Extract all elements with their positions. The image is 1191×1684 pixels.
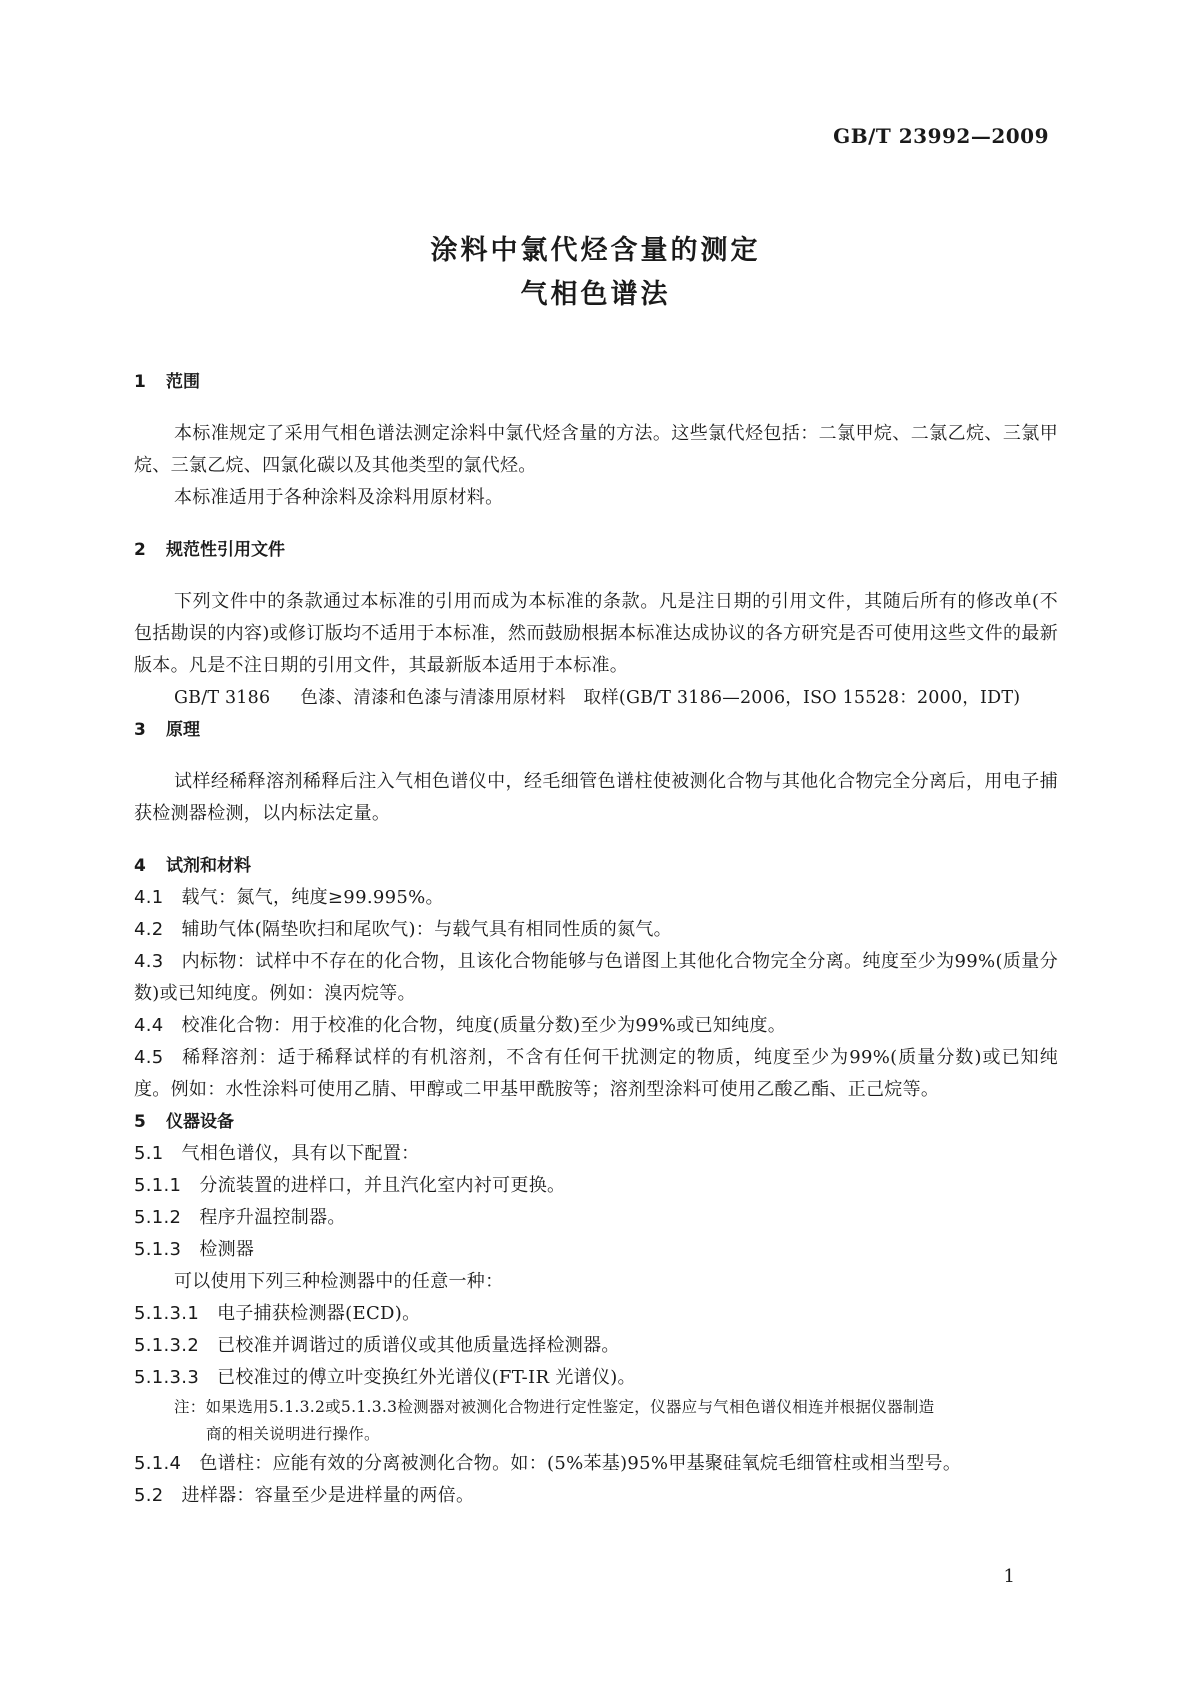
clause-5-1-3	[134, 1234, 1058, 1266]
document-body	[134, 366, 1058, 1512]
clause-number: 5.1.3	[134, 1239, 182, 1260]
clause-number: 5.1.2	[134, 1207, 182, 1228]
clause-text: 已校准并调谐过的质谱仪或其他质量选择检测器。	[217, 1335, 620, 1356]
clause-text: 程序升温控制器。	[199, 1207, 346, 1228]
section-title: 规范性引用文件	[166, 540, 285, 560]
clause-5-1	[134, 1138, 1058, 1170]
section-number: 4	[134, 856, 146, 876]
clause-number: 5.1.3.3	[134, 1367, 200, 1388]
section-title: 试剂和材料	[166, 856, 251, 876]
section-number: 2	[134, 540, 146, 560]
document-title: 涂料中氯代烃含量的测定	[430, 235, 761, 266]
clause-text: 载气：氮气，纯度≥99.995%。	[181, 887, 444, 908]
clause-text: 分流装置的进样口，并且汽化室内衬可更换。	[199, 1175, 566, 1196]
clause-number: 5.1.4	[134, 1453, 182, 1474]
clause-number: 4.3	[134, 951, 164, 972]
normative-references-paragraph: 下列文件中的条款通过本标准的引用而成为本标准的条款。凡是注日期的引用文件，其随后所有的修改单(不包括勘误的内容)或修订版均不适用于本标准，然而鼓励根据本标准达成协议的各方研究是否可使用这些文件的最新版本。凡是不注日期的引用文件，其最新版本适用于本标准。	[134, 591, 1058, 676]
clause-text: 稀释溶剂：适于稀释试样的有机溶剂，不含有任何干扰测定的物质，纯度至少为99%(质量分数)或已知纯度。例如：水性涂料可使用乙腈、甲醇或二甲基甲酰胺等；溶剂型涂料可使用乙酸乙酯、正己烷等。	[134, 1047, 1058, 1100]
clause-number: 5.1.1	[134, 1175, 182, 1196]
clause-5-1-2	[134, 1202, 1058, 1234]
scope-paragraph: 本标准规定了采用气相色谱法测定涂料中氯代烃含量的方法。这些氯代烃包括：二氯甲烷、二氯乙烷、三氯甲烷、三氯乙烷、四氯化碳以及其他类型的氯代烃。	[134, 423, 1058, 476]
note-text-line1: 如果选用5.1.3.2或5.1.3.3检测器对被测化合物进行定性鉴定，仪器应与气相色谱仪相连并根据仪器制造	[205, 1398, 935, 1416]
reference-code: GB/T 3186	[174, 688, 271, 708]
detector-intro: 可以使用下列三种检测器中的任意一种：	[174, 1271, 504, 1292]
clause-5-1-1	[134, 1170, 1058, 1202]
clause-number: 4.4	[134, 1015, 164, 1036]
section-number: 3	[134, 720, 146, 740]
clause-text: 气相色谱仪，具有以下配置：	[181, 1143, 420, 1164]
reference-title: 色漆、清漆和色漆与清漆用原材料 取样(GB/T 3186—2006，ISO 15528：2000，IDT)	[300, 688, 1021, 708]
clause-5-2	[134, 1480, 1058, 1512]
section-3-heading	[134, 714, 1058, 746]
section-title: 原理	[166, 720, 200, 740]
principle-paragraph: 试样经稀释溶剂稀释后注入气相色谱仪中，经毛细管色谱柱使被测化合物与其他化合物完全分离后，用电子捕获检测器检测，以内标法定量。	[134, 771, 1058, 824]
clause-number: 4.2	[134, 919, 164, 940]
clause-4-4	[134, 1010, 1058, 1042]
clause-5-1-3-2	[134, 1330, 1058, 1362]
clause-text: 校准化合物：用于校准的化合物，纯度(质量分数)至少为99%或已知纯度。	[181, 1015, 787, 1036]
section-number: 1	[134, 372, 146, 392]
clause-text: 电子捕获检测器(ECD)。	[217, 1303, 421, 1324]
clause-text: 内标物：试样中不存在的化合物，且该化合物能够与色谱图上其他化合物完全分离。纯度至少为99%(质量分数)或已知纯度。例如：溴丙烷等。	[134, 951, 1058, 1004]
clause-text: 进样器：容量至少是进样量的两倍。	[181, 1485, 475, 1506]
reference-entry	[134, 682, 1058, 714]
clause-text: 已校准过的傅立叶变换红外光谱仪(FT-IR 光谱仪)。	[217, 1367, 636, 1388]
note	[134, 1394, 1058, 1421]
clause-5-1-4	[134, 1448, 1058, 1480]
clause-number: 5.1	[134, 1143, 164, 1164]
standard-number: GB/T 23992—2009	[833, 124, 1049, 148]
section-1-heading	[134, 366, 1058, 398]
section-title: 仪器设备	[166, 1112, 234, 1132]
clause-text: 检测器	[199, 1239, 255, 1260]
section-5-heading	[134, 1106, 1058, 1138]
clause-text: 色谱柱：应能有效的分离被测化合物。如：(5%苯基)95%甲基聚硅氧烷毛细管柱或相当型号。	[199, 1453, 962, 1474]
section-title: 范围	[166, 372, 200, 392]
note-label: 注：	[174, 1398, 206, 1416]
clause-number: 5.1.3.1	[134, 1303, 200, 1324]
document-subtitle: 气相色谱法	[520, 279, 671, 310]
clause-4-5	[134, 1042, 1058, 1106]
clause-number: 4.5	[134, 1047, 164, 1068]
page-number: 1	[1003, 1566, 1015, 1587]
clause-number: 4.1	[134, 887, 164, 908]
section-2-heading	[134, 534, 1058, 566]
clause-number: 5.2	[134, 1485, 164, 1506]
clause-4-3	[134, 946, 1058, 1010]
clause-5-1-3-3	[134, 1362, 1058, 1394]
clause-4-2	[134, 914, 1058, 946]
scope-applicability: 本标准适用于各种涂料及涂料用原材料。	[174, 487, 504, 508]
note-text-line2: 商的相关说明进行操作。	[206, 1425, 380, 1443]
section-4-heading	[134, 850, 1058, 882]
clause-number: 5.1.3.2	[134, 1335, 200, 1356]
clause-5-1-3-1	[134, 1298, 1058, 1330]
clause-4-1	[134, 882, 1058, 914]
clause-text: 辅助气体(隔垫吹扫和尾吹气)：与载气具有相同性质的氮气。	[181, 919, 672, 940]
section-number: 5	[134, 1112, 146, 1132]
